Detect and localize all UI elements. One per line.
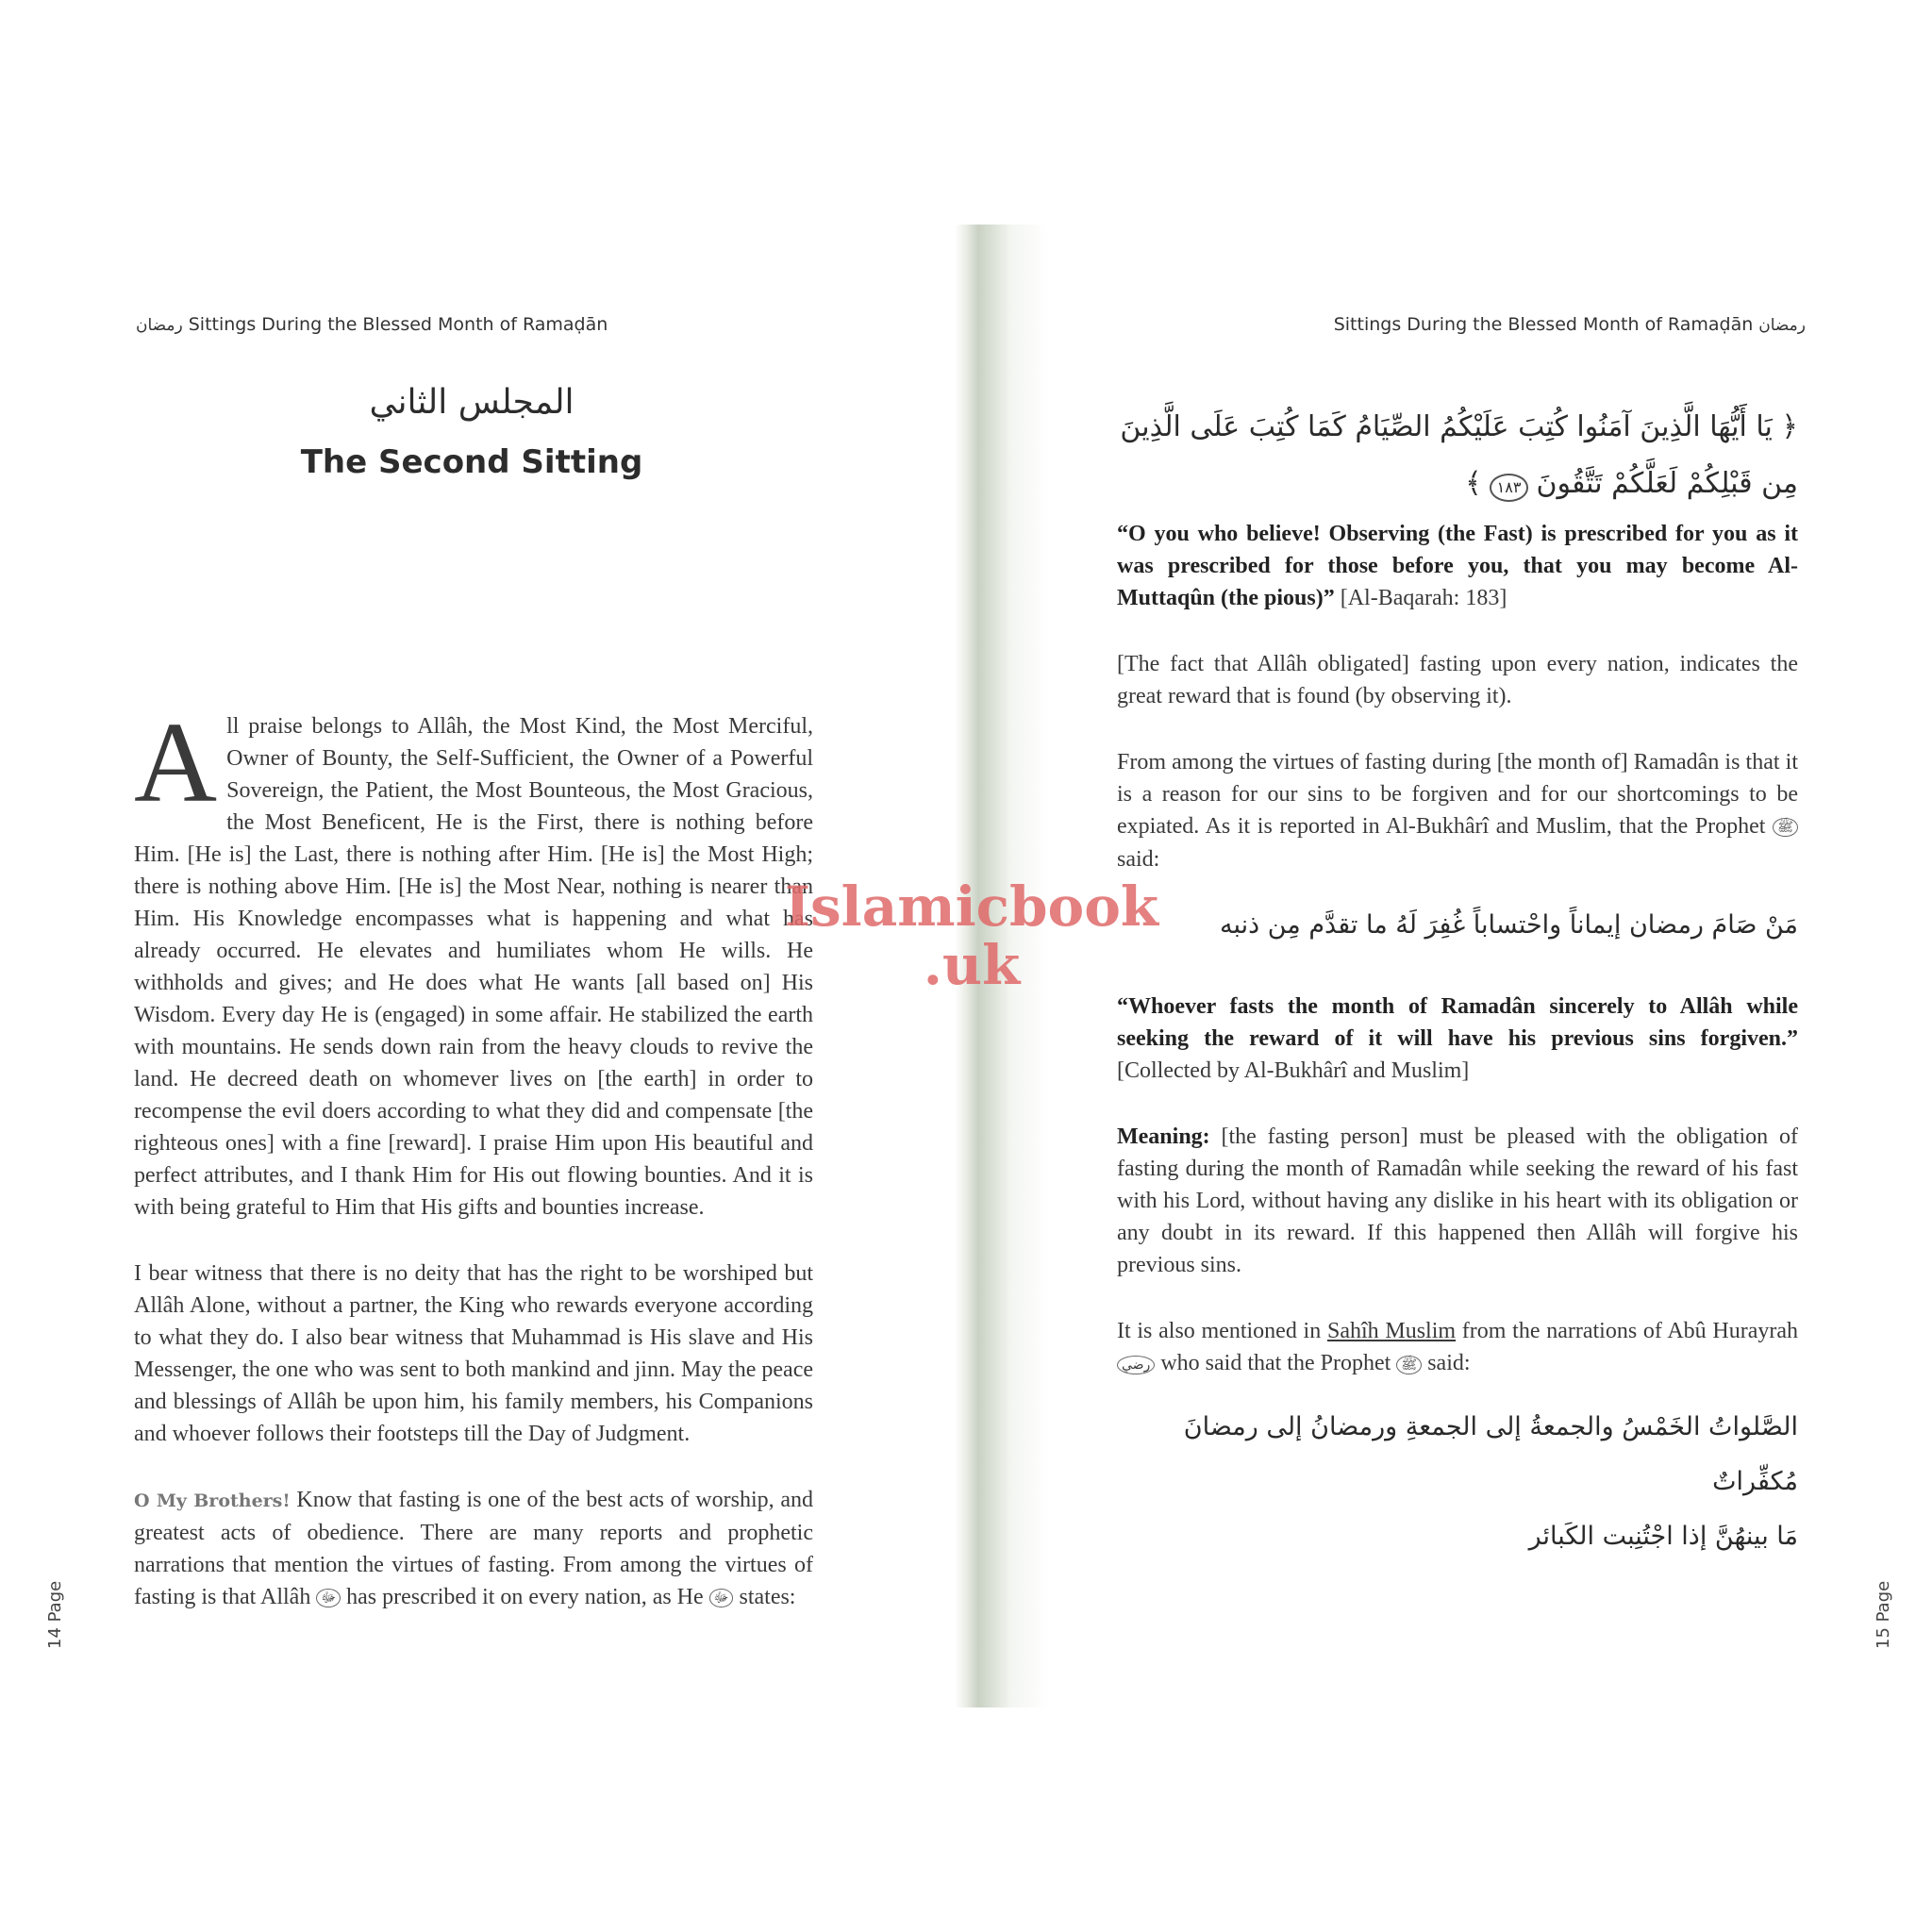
meaning-label: Meaning:: [1117, 1124, 1210, 1150]
running-head-right: [1334, 314, 1811, 335]
honorific-icon: ﷺ: [1396, 1356, 1422, 1374]
hadith-arabic-2-line-2: مَا بينهُنَّ إذا اجْتُنِبت الكَبائر: [1528, 1521, 1798, 1551]
meaning-paragraph: Meaning: [the fasting person] must be pleased with the obligation of fasting during the month of Ramadân while seeking the reward of his fast with his Lord, without having any dislike in his heart with its obligation or any doubt in its reward. If this happened then Allâh will forgive his previous sins.: [1117, 1124, 1798, 1278]
honorific-icon: ﷺ: [1773, 818, 1798, 837]
running-head-title: Sittings During the Blessed Month of Ramaḍān: [1333, 314, 1754, 335]
watermark-line-1: Islamicbook: [784, 874, 1159, 939]
obligation-paragraph: [The fact that Allâh obligated] fasting upon every nation, indicates the great reward that is found (by observing it).: [1117, 652, 1798, 708]
honorific-icon: ﷻ: [709, 1589, 734, 1607]
virtues-paragraph: From among the virtues of fasting during [the month of] Ramadân is that it is a reason for our sins to be forgiven and for our shortcomings to be expiated. As it is reported in Al-Bukhârî and Muslim, that the Prophet ﷺ said:: [1117, 750, 1798, 873]
verse-translation: “O you who believe! Observing (the Fast) is prescribed for you as it was prescribed for those before you, that you may become Al-Muttaqûn (the pious)” [Al-Baqarah: 183]: [1117, 522, 1798, 610]
brothers-paragraph: O My Brothers! Know that fasting is one of the best acts of worship, and greatest acts of obedience. There are many reports and prophetic narrations that mention the virtues of fasting. From among the virtues of fasting is that Allâh ﷻ has prescribed it on every nation, as He ﷻ states:: [134, 1488, 813, 1609]
muslim-paragraph: It is also mentioned in Sahîh Muslim from the narrations of Abû Hurayrah رضي who said that the Prophet ﷺ said:: [1117, 1319, 1799, 1376]
hadith-arabic: مَنْ صَامَ رمضان إيماناً واحْتساباً غُفِرَ لَهُ ما تقدَّم مِن ذنبه: [1219, 910, 1798, 941]
verse-number: ١٨٣: [1490, 474, 1529, 502]
right-page: [1049, 225, 1932, 1707]
quran-verse: [1117, 399, 1798, 512]
book-title-sahih-muslim: Sahîh Muslim: [1326, 1319, 1457, 1344]
opening-text: ll praise belongs to Allâh, the Most Kind, the Most Merciful, Owner of Bounty, the Self-Sufficient, the Owner of a Powerful Sovereign, the Patient, the Most Bounteous, the Most Gracious, the Most Beneficent, He is the First, there is nothing before Him. [He is] the Last, there is nothing after Him. [He is] the Most High; there is nothing above Him. [He is] the Most Near, nothing is nearer than Him. His Knowledge encompasses what is happening and what has already occurred. He elevates and humiliates whom He wills. He withholds and gives; and He does what He wants [all based on] His Wisdom. Every day He is (engaged) in some affair. He stabilized the earth with mountains. He sends down rain from the heavy clouds to revive the land. He decreed death on whomever lives on [the earth] in order to recompense the evil doers according to what they did and compensate [the righteous ones] with a fine [reward]. I praise Him upon His beautiful and perfect attributes, and I thank Him for His out flowing bounties. And it is with being grateful to Him that His gifts and bounties increase.: [134, 714, 813, 1220]
right-body-text: [1117, 399, 1798, 1602]
running-head-left: [130, 314, 608, 335]
honorific-icon: رضي: [1117, 1356, 1155, 1374]
testimony-paragraph: I bear witness that there is no deity that has the right to be worshiped but Allâh Alone, without a partner, the King who rewards everyone according to what they do. I also bear witness that Muhammad is His slave and His Messenger, the one who was sent to both mankind and jinn. May the peace and blessings of Allâh be upon him, his family members, his Companions and whoever follows their footsteps till the Day of Judgment.: [134, 1261, 813, 1446]
drop-cap: A: [134, 699, 218, 826]
quran-verse-line-2: مِن قَبْلِكُمْ لَعَلَّكُمْ تَتَّقُونَ١٨٣﴾: [1465, 467, 1798, 500]
chapter-title: The Second Sitting: [300, 443, 643, 481]
left-body-text: [134, 699, 813, 1648]
hadith-reference: [Collected by Al-Bukhârî and Muslim]: [1117, 1058, 1470, 1084]
running-head-title: Sittings During the Blessed Month of Ramaḍān: [188, 314, 608, 335]
watermark: [783, 874, 1160, 997]
page-number-left: 14 Page: [45, 1580, 65, 1649]
honorific-icon: ﷻ: [316, 1589, 341, 1607]
opening-paragraph: [134, 699, 813, 1224]
ramadan-ornament: رمضان: [136, 316, 183, 335]
ramadan-ornament: رمضان: [1758, 316, 1806, 335]
chapter-title-arabic: المجلس الثاني: [369, 383, 575, 422]
verse-reference: [Al-Baqarah: 183]: [1334, 586, 1507, 610]
hadith-translation: “Whoever fasts the month of Ramadân sincerely to Allâh while seeking the reward of it will have his previous sins forgiven.” [Collected by Al-Bukhârî and Muslim]: [1117, 994, 1798, 1084]
hadith-arabic-2: [1117, 1400, 1798, 1564]
emphasis-lead: O My Brothers!: [134, 1491, 291, 1511]
page-number-right: 15 Page: [1874, 1580, 1893, 1649]
quran-verse-line-1: ﴿ يَا أَيُّهَا الَّذِينَ آمَنُوا كُتِبَ عَلَيْكُمُ الصِّيَامُ كَمَا كُتِبَ عَلَى الَّذِينَ: [1120, 410, 1798, 443]
watermark-line-2: .uk: [923, 933, 1021, 997]
hadith-arabic-2-line-1: الصَّلواتُ الخَمْسُ والجمعةُ إلى الجمعةِ ورمضانُ إلى رمضانَ مُكفِّراتٌ: [1183, 1411, 1798, 1496]
